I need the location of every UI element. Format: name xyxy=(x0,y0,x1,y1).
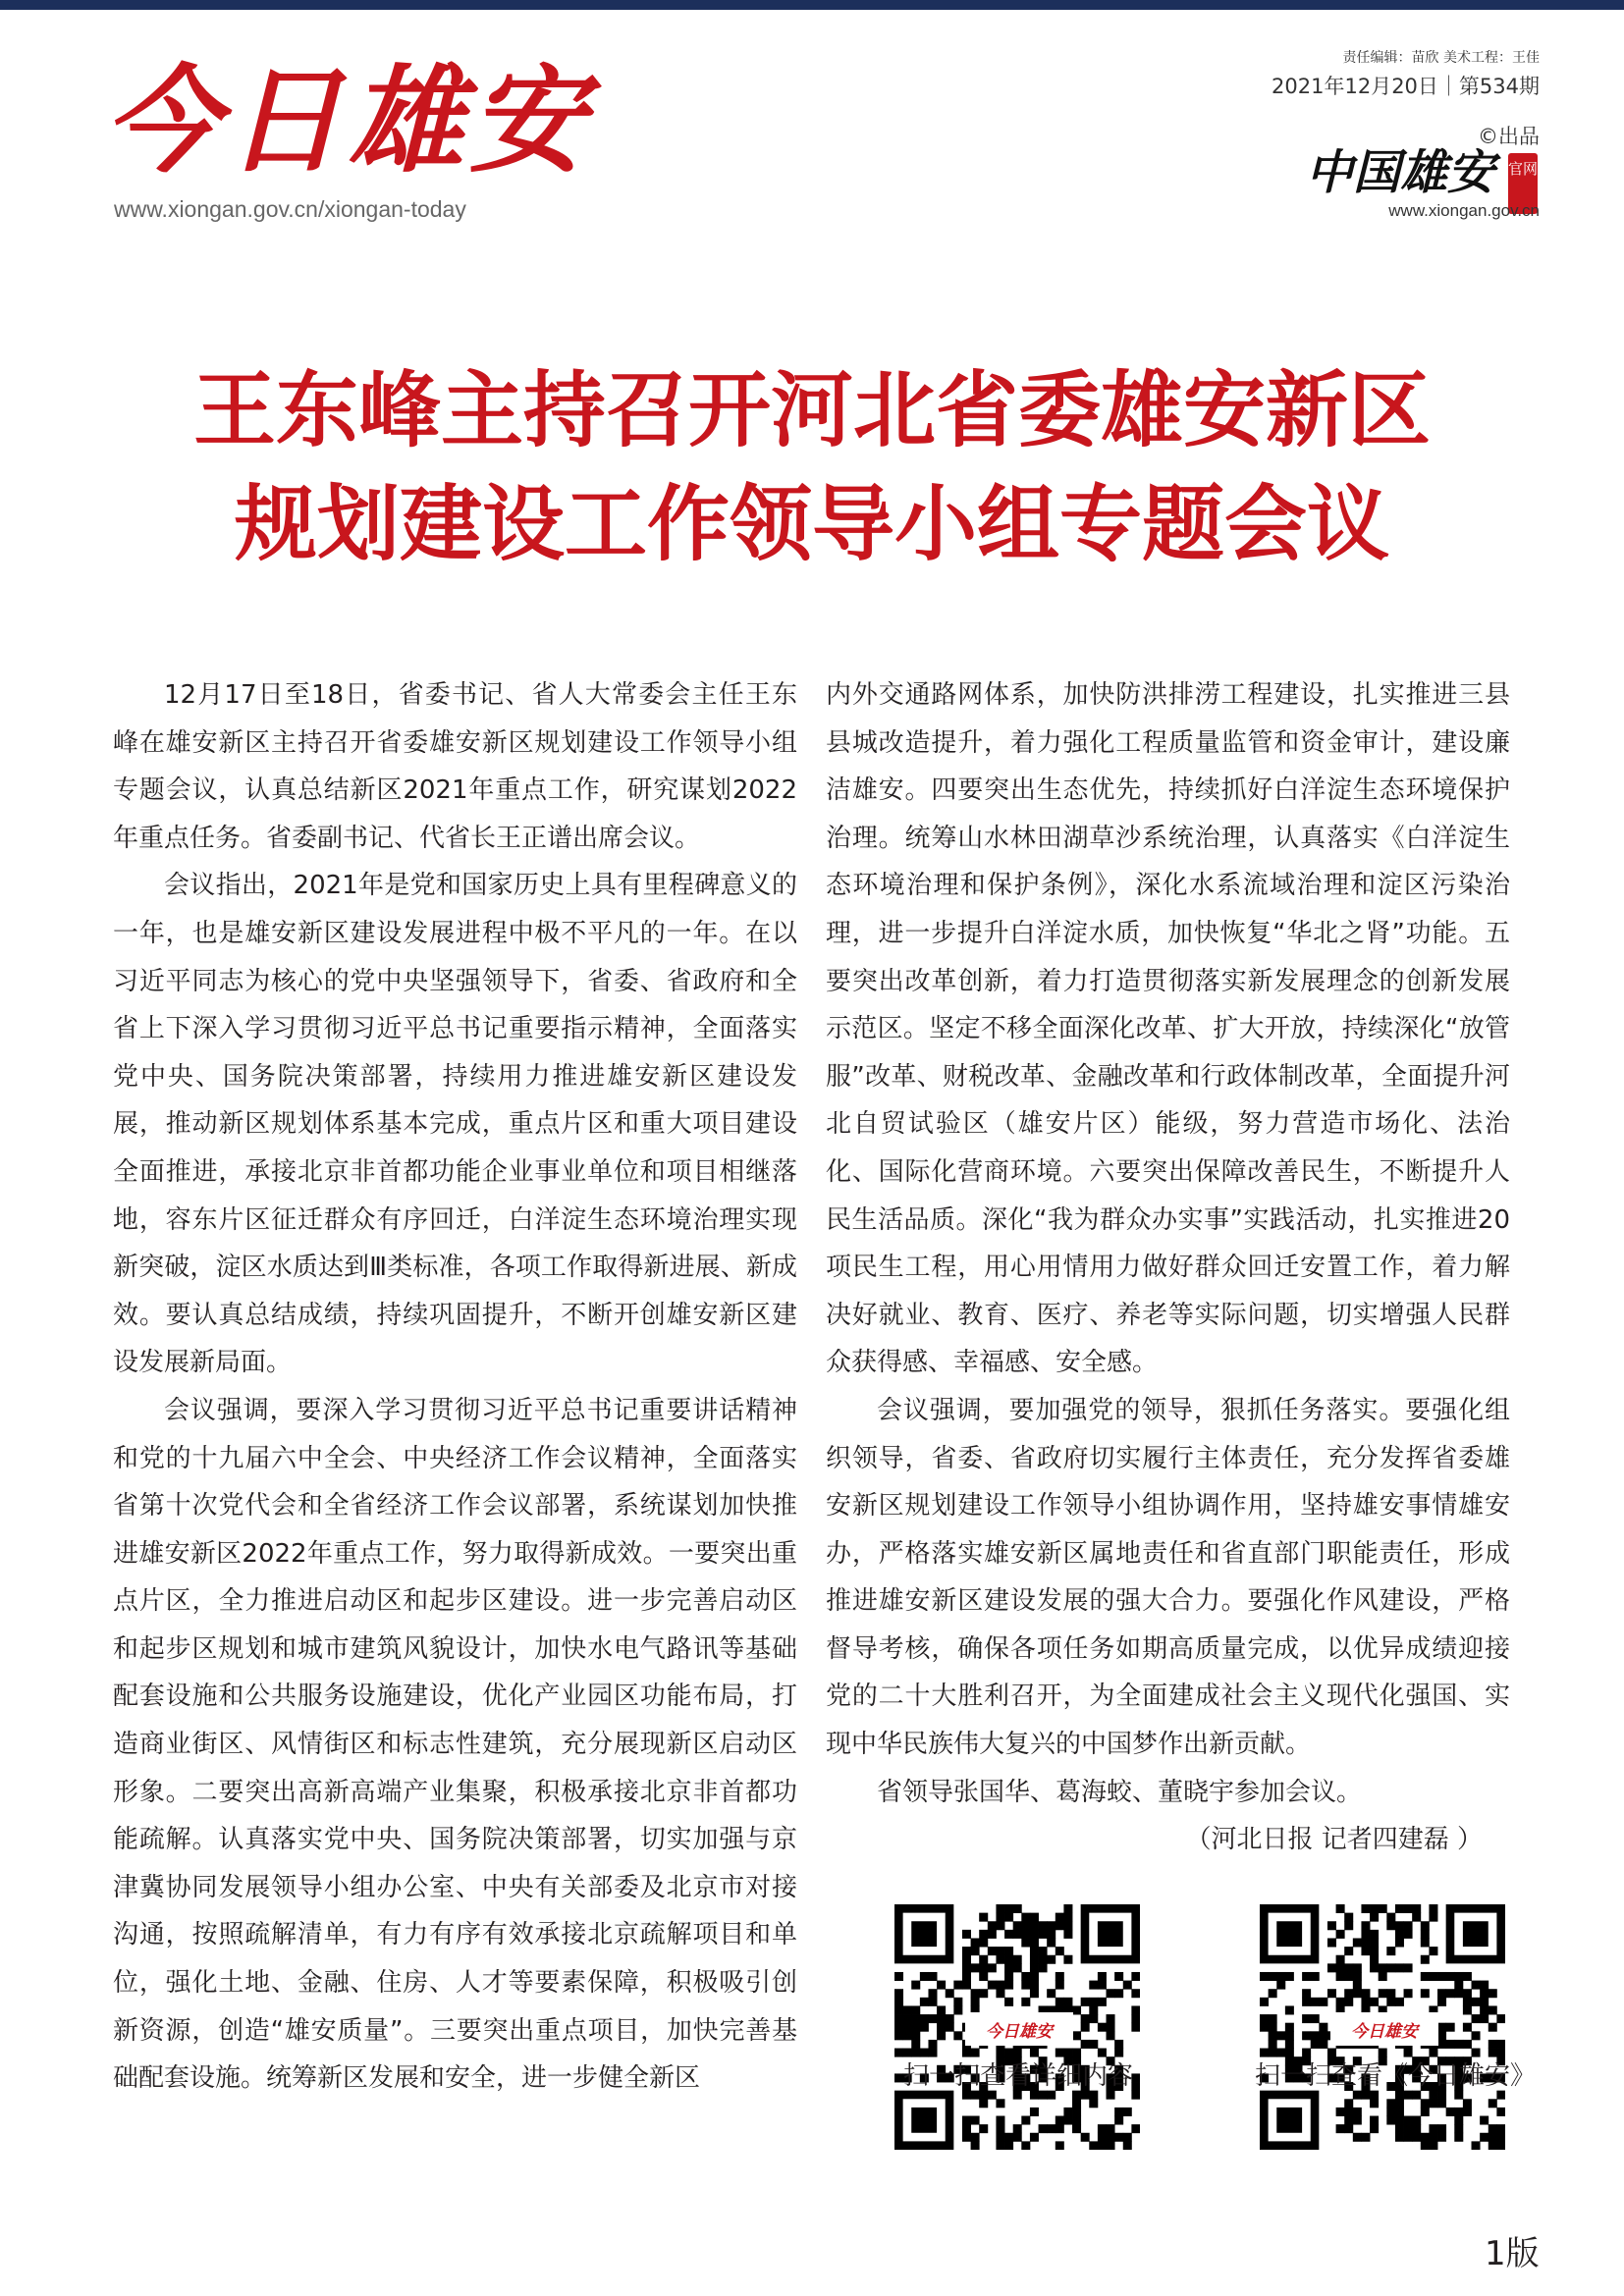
article-column-left xyxy=(113,671,797,2103)
article-source: （河北日报 记者四建磊 ） xyxy=(1185,1825,1483,1855)
official-site-seal: 官网 xyxy=(1508,153,1538,214)
article-paragraph: 会议强调，要深入学习贯彻习近平总书记重要讲话精神和党的十九届六中全会、中央经济工作会议精神，全面落实省第十次党代会和全省经济工作会议部署，系统谋划加快推进雄安新区2022年重点工作，努力取得新成效。一要突出重点片区，全力推进启动区和起步区建设。进一步完善启动区和起步区规划和城市建筑风貌设计，加快水电气路讯等基础配套设施和公共服务设施建设，优化产业园区功能布局，打造商业街区、风情街区和标志性建筑，充分展现新区启动区形象。二要突出高新高端产业集聚，积极承接北京非首都功能疏解。认真落实党中央、国务院决策部署，切实加强与京津冀协同发展领导小组办公室、中央有关部委及北京市对接沟通，按照疏解清单，有力有序有效承接北京疏解项目和单位，强化土地、金融、住房、人才等要素保障，积极吸引创新资源，创造“雄安质量”。三要突出重点项目，加快完善基础配套设施。统筹新区发展和安全，进一步健全新区 xyxy=(113,1395,797,2094)
editor-credits: 责任编辑：苗欣 美术工程：王佳 xyxy=(1342,50,1540,66)
qr-code-detail[interactable] xyxy=(894,1904,1140,2150)
article-paragraph: 省领导张国华、葛海蛟、董晓宇参加会议。 xyxy=(877,1777,1363,1807)
china-xiongan-logo: 中国雄安 xyxy=(1306,145,1495,200)
qr-logo: 今日雄安 xyxy=(1330,2012,1438,2046)
qr-caption-detail: 扫一扫查看详细内容 xyxy=(903,2061,1134,2091)
page-number: 1版 xyxy=(1485,2234,1540,2273)
article-paragraph-continued: 内外交通路网体系，加快防洪排涝工程建设，扎实推进三县县城改造提升，着力强化工程质量监管和资金审计，建设廉洁雄安。四要突出生态优先，持续抓好白洋淀生态环境保护治理。统筹山水林田湖草沙系统治理，认真落实《白洋淀生态环境治理和保护条例》，深化水系流域治理和淀区污染治理，进一步提升白洋淀水质，加快恢复“华北之肾”功能。五要突出改革创新，着力打造贯彻落实新发展理念的创新发展示范区。坚定不移全面深化改革、扩大开放，持续深化“放管服”改革、财税改革、金融改革和行政体制改革，全面提升河北自贸试验区（雄安片区）能级，努力营造市场化、法治化、国际化营商环境。六要突出保障改善民生，不断提升人民生活品质。深化“我为群众办实事”实践活动，扎实推进20项民生工程，用心用情用力做好群众回迁安置工作，着力解决好就业、教育、医疗、养老等实际问题，切实增强人民群众获得感、幸福感、安全感。 xyxy=(826,680,1510,1378)
article-column-right xyxy=(826,671,1510,1864)
article-paragraph: 会议指出，2021年是党和国家历史上具有里程碑意义的一年，也是雄安新区建设发展进程中极不平凡的一年。在以习近平同志为核心的党中央坚强领导下，省委、省政府和全省上下深入学习贯彻习近平总书记重要指示精神，全面落实党中央、国务院决策部署，持续用力推进雄安新区建设发展，推动新区规划体系基本完成，重点片区和重大项目建设全面推进，承接北京非首都功能企业事业单位和项目相继落地，容东片区征迁群众有序回迁，白洋淀生态环境治理实现新突破，淀区水质达到Ⅲ类标准，各项工作取得新进展、新成效。要认真总结成绩，持续巩固提升，不断开创雄安新区建设发展新局面。 xyxy=(113,871,797,1378)
masthead-title: 今日雄安 xyxy=(104,52,592,188)
qr-logo: 今日雄安 xyxy=(965,2012,1073,2046)
partner-url[interactable]: www.xiongan.gov.cn xyxy=(1388,201,1540,220)
producer-label: ©出品 xyxy=(1478,125,1540,148)
headline-line-1: 王东峰主持召开河北省委雄安新区 xyxy=(192,362,1431,458)
issue-date: 2021年12月20日｜第534期 xyxy=(1272,75,1540,98)
article-paragraph: 12月17日至18日，省委书记、省人大常委会主任王东峰在雄安新区主持召开省委雄安新区规划建设工作领导小组专题会议，认真总结新区2021年重点工作，研究谋划2022年重点任务。省委副书记、代省长王正谱出席会议。 xyxy=(113,680,797,853)
masthead-url[interactable]: www.xiongan.gov.cn/xiongan-today xyxy=(114,196,466,222)
headline xyxy=(0,353,1624,581)
top-color-bar xyxy=(0,0,1624,10)
article-paragraph: 会议强调，要加强党的领导，狠抓任务落实。要强化组织领导，省委、省政府切实履行主体责任，充分发挥省委雄安新区规划建设工作领导小组协调作用，坚持雄安事情雄安办，严格落实雄安新区属地责任和省直部门职能责任，形成推进雄安新区建设发展的强大合力。要强化作风建设，严格督导考核，确保各项任务如期高质量完成，以优异成绩迎接党的二十大胜利召开，为全面建成社会主义现代化强国、实现中华民族伟大复兴的中国梦作出新贡献。 xyxy=(826,1395,1510,1760)
headline-line-2: 规划建设工作领导小组专题会议 xyxy=(234,476,1389,572)
qr-code-newspaper[interactable] xyxy=(1260,1904,1505,2150)
qr-caption-newspaper: 扫一扫查看《今日雄安》 xyxy=(1255,2061,1537,2091)
